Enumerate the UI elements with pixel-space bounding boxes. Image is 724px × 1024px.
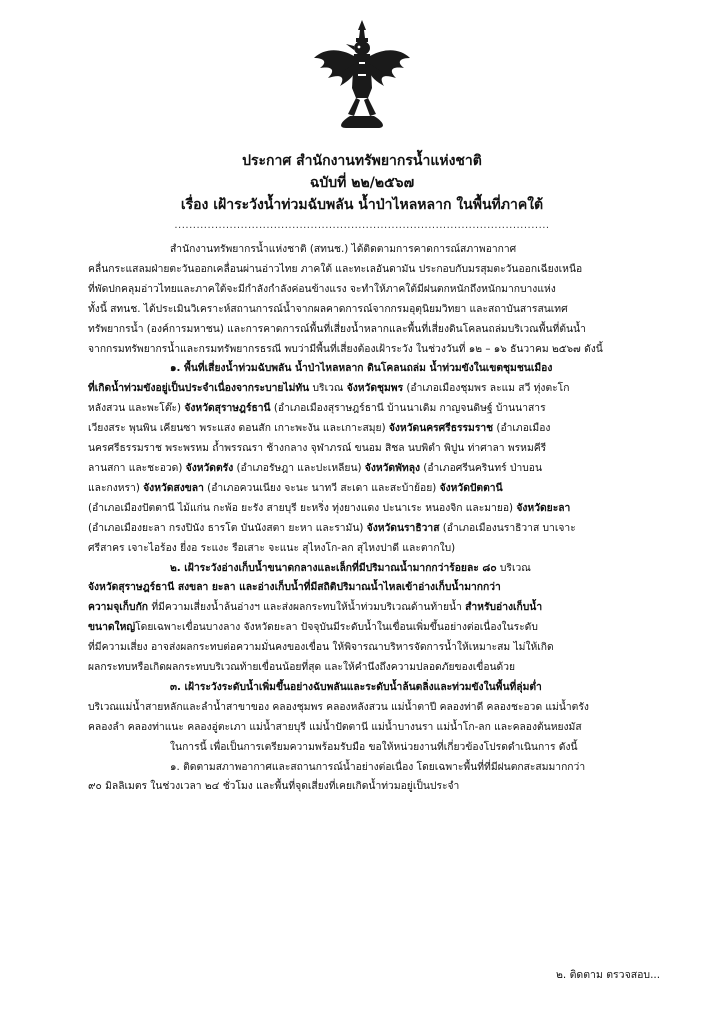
text-line: ๙๐ มิลลิเมตร ในช่วงเวลา ๒๔ ชั่วโมง และพื้นที่จุดเสี่ยงที่เคยเกิดน้ำท่วมอยู่เป็นประจำ [88,780,460,793]
text-line: ผลกระทบหรือเกิดผลกระทบบริเวณท้ายเขื่อนน้อยที่สุด และให้คำนึงถึงความปลอดภัยของเขื่อนด้วย [88,661,516,674]
continuation-note: ๒. ติดตาม ตรวจสอบ... [556,969,661,981]
emphasis-text: ขนาดใหญ่ [88,621,136,634]
intro-paragraph [88,240,660,359]
text-run: (อำเภอเมืองสุราษฎร์ธานี บ้านนาเดิม กาญจนดิษฐ์ บ้านนาสาร [270,402,546,415]
text-run: บริเวณ [309,382,347,395]
text-line: นครศรีธรรมราช พระพรหม ถ้ำพรรณรา ช้างกลาง จุฬาภรณ์ ขนอม สิชล นบพิตำ พิปูน ท่าศาลา พรหมคีรี [88,442,547,455]
province-name: จังหวัดปัตตานี [439,481,503,494]
text-line: ในการนี้ เพื่อเป็นการเตรียมความพร้อมรับมือ ขอให้หน่วยงานที่เกี่ยวข้องโปรดดำเนินการ ดังนี้ [170,740,578,753]
text-line: จากกรมทรัพยากรน้ำและกรมทรัพยากรธรณี พบว่ามีพื้นที่เสี่ยงต้องเฝ้าระวัง ในช่วงวันที่ ๑๒ – ๑๖ ธันวาคม ๒๕๖๗ ดังนี้ [88,342,603,355]
text-run: ที่มีความเสี่ยงน้ำล้นอ่างฯ และส่งผลกระทบให้น้ำท่วมบริเวณด้านท้ายน้ำ [148,601,466,614]
text-line [88,499,660,519]
text-run: โดยเฉพาะเขื่อนบางลาง จังหวัดยะลา ปัจจุบันมีระดับน้ำในเขื่อนเพิ่มขึ้นอย่างต่อเนื่องในระดับ [135,621,538,634]
province-name: จังหวัดสุราษฎร์ธานี [184,402,271,415]
province-name: จังหวัดตรัง [185,461,234,474]
text-run: ลานสกา และชะอวด) [88,461,186,474]
item-3-paragraph [88,678,660,738]
text-line: คลื่นกระแสลมฝ่ายตะวันออกเคลื่อนผ่านอ่าวไทย ภาคใต้ และทะเลอันดามัน ประกอบกับมรสุมตะวันออกเฉียงเหนือ [88,262,583,275]
text-line [88,379,660,399]
text-run: (อำเภอควนเนียง จะนะ นาทวี สะเดา และสะบ้าย้อย) [203,481,440,494]
item-1-heading-cont: ที่เกิดน้ำท่วมขังอยู่เป็นประจำเนื่องจากระบายไม่ทัน [88,382,310,395]
text-run: บริเวณ [496,561,531,574]
text-line: สำนักงานทรัพยากรน้ำแห่งชาติ (สทนช.) ได้ติดตามการคาดการณ์สภาพอากาศ [170,243,517,255]
text-line: บริเวณแม่น้ำสายหลักและลำน้ำสาขาของ คลองชุมพร คลองหลังสวน แม่น้ำตาปี คลองท่าดี คลองชะอวด แม่น้ำตรัง [88,700,589,713]
announcement-header [0,150,724,232]
separator-line: ...................................................................................................... [174,220,550,231]
province-name: จังหวัดชุมพร [346,382,404,395]
text-line [88,559,660,579]
item-1-paragraph [88,359,660,558]
text-line: ที่มีความเสี่ยง อาจส่งผลกระทบต่อความมั่นคงของเขื่อน ให้พิจารณาบริหารจัดการน้ำให้เหมาะสม ไม่ให้เกิด [88,641,554,654]
text-line: ทรัพยากรน้ำ (องค์การมหาชน) และการคาดการณ์พื้นที่เสี่ยงน้ำหลากและพื้นที่เสี่ยงดินโคลนถล่มบริเวณพื้นที่ต้นน้ำ [88,322,586,335]
province-name: จังหวัดสงขลา [143,481,204,494]
text-line: ที่พัดปกคลุมอ่าวไทยและภาคใต้จะมีกำลังกำลังค่อนข้างแรง จะทำให้ภาคใต้มีฝนตกหนักถึงหนักมากบางแห่ง [88,282,556,295]
text-run: (อำเภอรัษฎา และปะเหลียน) [233,461,365,474]
text-run: (อำเภอเมืองยะลา กรงปินัง ธารโต บันนังสตา ยะหา และรามัน) [88,521,367,534]
text-line: ๑. ติดตามสภาพอากาศและสถานการณ์น้ำอย่างต่อเนื่อง โดยเฉพาะพื้นที่ที่มีฝนตกสะสมมากกว่า [170,760,586,773]
text-run: และกงหรา) [88,481,144,494]
text-line: คลองลำ คลองท่าแนะ คลองอู่ตะเภา แม่น้ำสายบุรี แม่น้ำปัตตานี แม่น้ำบางนรา แม่น้ำโก-ลก และคลองต้นหยงมัส [88,720,582,733]
emphasis-text: ความจุเก็บกัก [88,601,149,614]
emphasis-text: สำหรับอ่างเก็บน้ำ [465,601,543,614]
text-line [88,459,660,479]
item-2-heading: ๒. เฝ้าระวังอ่างเก็บน้ำขนาดกลางและเล็กที่มีปริมาณน้ำมากกว่าร้อยละ ๘๐ [170,561,497,574]
item-3-heading: ๓. เฝ้าระวังระดับน้ำเพิ่มขึ้นอย่างฉับพลันและระดับน้ำล้นตลิ่งและท่วมขังในพื้นที่ลุ่มต่ำ [170,680,542,693]
announcement-subject: เรื่อง เฝ้าระวังน้ำท่วมฉับพลัน น้ำป่าไหลหลาก ในพื้นที่ภาคใต้ [180,197,544,213]
province-name: จังหวัดยะลา [516,501,571,514]
garuda-emblem [310,18,414,130]
item-2-heading-cont: จังหวัดสุราษฎร์ธานี สงขลา ยะลา และอ่างเก็บน้ำที่มีสถิติปริมาณน้ำไหลเข้าอ่างเก็บน้ำมากกว่า [88,581,501,594]
announcement-title: ประกาศ สำนักงานทรัพยากรน้ำแห่งชาติ [242,153,482,169]
announcement-body [88,240,660,797]
text-run: (อำเภอเมือง [493,422,551,435]
text-run: เวียงสระ พุนพิน เคียนซา พระแสง ดอนสัก เกาะพะงัน และเกาะสมุย) [88,422,389,435]
province-name: จังหวัดนครศรีธรรมราช [388,422,494,435]
text-run: (อำเภอศรีนครินทร์ ป่าบอน [420,461,543,474]
text-run: (อำเภอเมืองปัตตานี ไม้แก่น กะพ้อ ยะรัง สายบุรี ยะหริ่ง ทุ่งยางแดง ปะนาเระ หนองจิก และมายอ) [88,501,517,514]
item-2-paragraph [88,559,660,678]
announcement-number: ฉบับที่ ๒๒/๒๕๖๗ [309,175,415,191]
text-line [88,419,660,439]
text-line [88,479,660,499]
text-run: (อำเภอเมืองนราธิวาส บาเจาะ [439,521,576,534]
text-line [88,399,660,419]
text-line [88,519,660,539]
text-run: (อำเภอเมืองชุมพร ละแม สวี ทุ่งตะโก [403,382,570,395]
text-line [88,598,660,618]
text-run: หลังสวน และพะโต๊ะ) [88,402,185,415]
text-line: ทั้งนี้ สทนช. ได้ประเมินวิเคราะห์สถานการณ์น้ำจากผลคาดการณ์จากกรมอุตุนิยมวิทยา และสถาบันสารสนเทศ [88,302,568,315]
closing-paragraph [88,738,660,798]
text-line: ศรีสาคร เจาะไอร้อง ยี่งอ ระแงะ รือเสาะ จะแนะ สุไหงโก-ลก สุไหงปาดี และตากใบ) [88,541,456,554]
text-line [88,618,660,638]
province-name: จังหวัดพัทลุง [364,461,421,474]
item-1-heading: ๑. พื้นที่เสี่ยงน้ำท่วมฉับพลัน น้ำป่าไหลหลาก ดินโคลนถล่ม น้ำท่วมขังในเขตชุมชนเมือง [170,362,553,375]
province-name: จังหวัดนราธิวาส [366,521,440,534]
